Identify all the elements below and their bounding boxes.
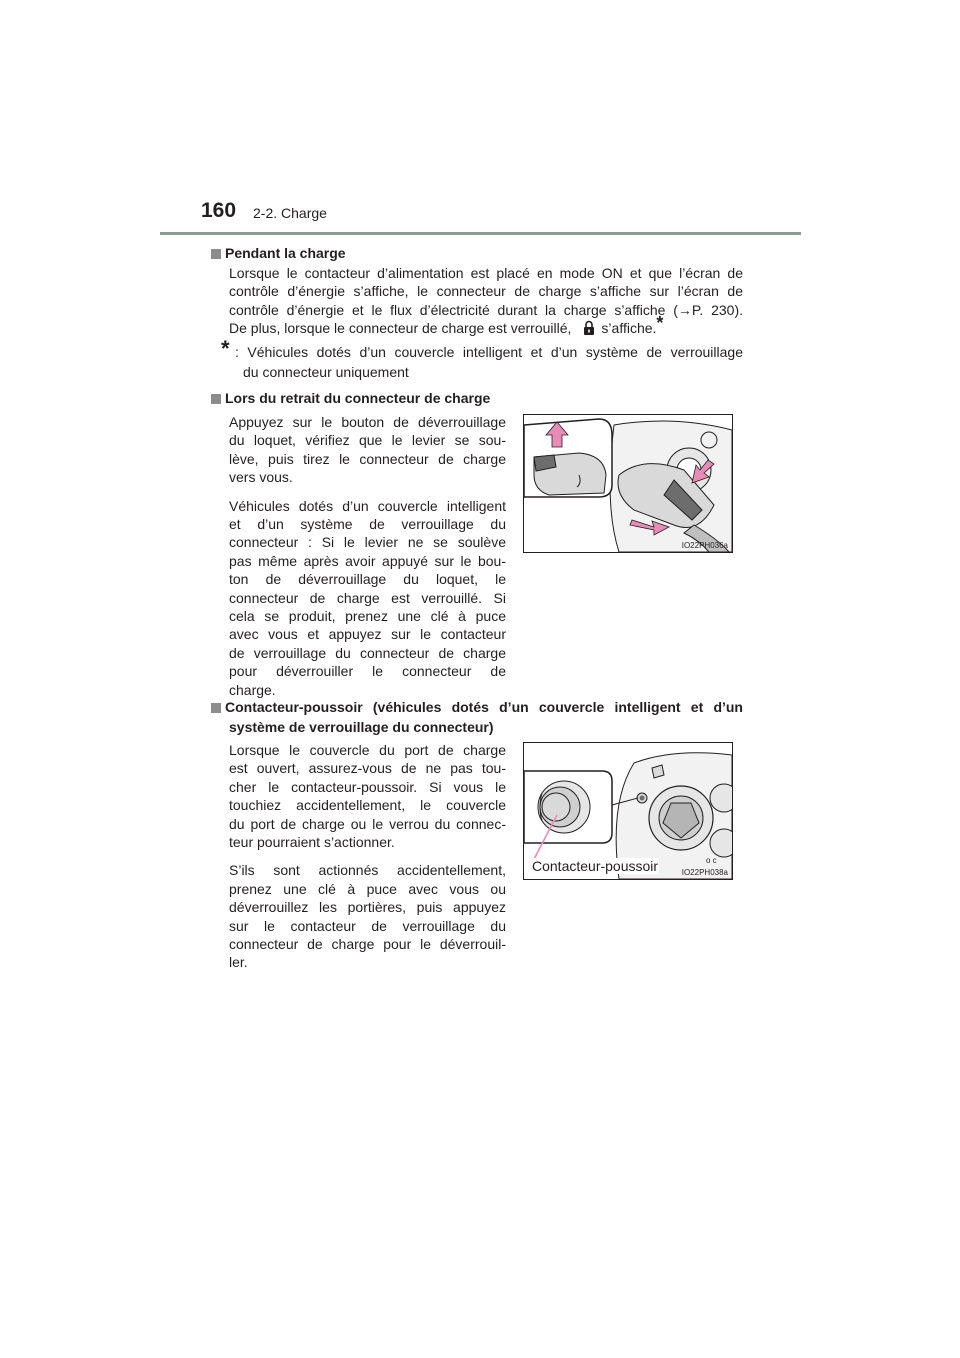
heading-pendant-charge: Pendant la charge	[211, 243, 346, 263]
figure-code: IO22PH038a	[681, 868, 728, 877]
page-number: 160	[201, 199, 237, 222]
square-bullet-icon	[211, 394, 221, 404]
paragraph-retrait: Appuyez sur le bouton de déverrouillage du loquet, vérifiez que le levier se sou- lève, puis tirez le connecteur de charge vers vous. Véhicules dotés d’un couvercle intelligent et d’un système de verrouillage du connecteur : Si le levier ne se soulève pas même après avoir appuyé sur le bou- ton de déverrouillage du loquet, le connecteur de charge est verrouillé. Si cela se produit, prenez une clé à puce avec vous et appuyez sur le contacteur de verrouillage du connecteur de charge pour déverrouiller le connecteur de charge.	[229, 414, 506, 698]
connector-removal-illustration	[524, 415, 732, 552]
lock-icon	[583, 320, 595, 335]
section-title: 2-2. Charge	[253, 205, 327, 221]
callout-contacteur-poussoir: Contacteur-poussoir	[532, 858, 659, 874]
footnote: * : Véhicules dotés d’un couvercle intelligent et d’un système de verrouillage du connecteur uniquement	[221, 336, 743, 380]
header-divider	[160, 232, 801, 235]
paragraph-pendant-charge: Lorsque le contacteur d’alimentation est placé en mode ON et que l’écran de contrôle d’énergie s’affiche, le connecteur de charge s’affiche sur l’écran de contrôle d’énergie et le flux d’électricité durant la charge s’affiche (→P. 230). De plus, lorsque le connecteur de charge est verrouillé, s’affiche.*	[229, 265, 743, 337]
figure-connector-removal	[523, 414, 733, 553]
square-bullet-icon	[211, 249, 221, 259]
heading-contacteur-poussoir: Contacteur-poussoir (véhicules dotés d’un couvercle intelligent et d’un système de verrouillage du connecteur)	[211, 697, 743, 737]
heading-retrait-connecteur: Lors du retrait du connecteur de charge	[211, 388, 490, 408]
svg-text:o c: o c	[706, 856, 717, 865]
square-bullet-icon	[211, 703, 221, 713]
paragraph-contacteur: Lorsque le couvercle du port de charge est ouvert, assurez-vous de ne pas tou- cher le contacteur-poussoir. Si vous le touchiez accidentellement, le couvercle du port de charge ou le verrou du connec- teur pourraient s’actionner. S’ils sont actionnés accidentellement, prenez une clé à puce avec vous ou déverrouillez les portières, puis appuyez sur le contacteur de verrouillage du connecteur de charge pour le déverrouil- ler.	[229, 742, 506, 971]
figure-code: IO22PH036a	[681, 541, 728, 550]
